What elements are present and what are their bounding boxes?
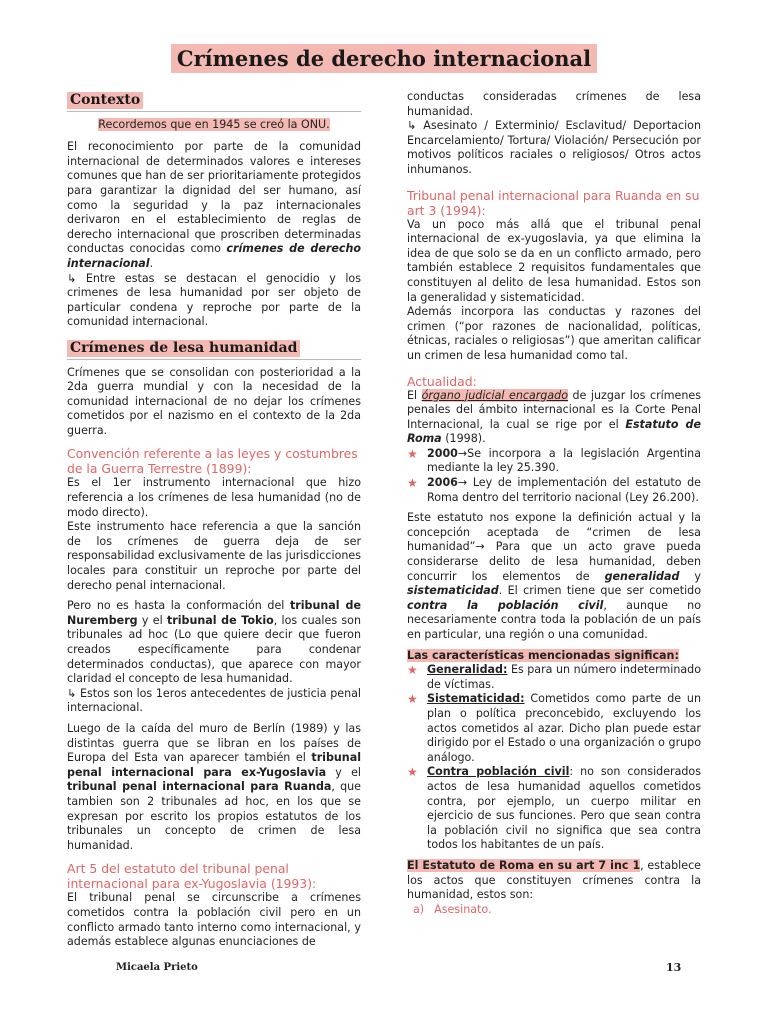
page-title-wrap: [0, 44, 768, 73]
contexto-paragraph-2: ↳ Entre estas se destacan el genocidio y los crimenes de lesa humanidad por ser objeto de particular condena y reproche por parte de la comunidad internacional.: [67, 271, 361, 329]
ruanda-heading: Tribunal penal internacional para Ruanda en su art 3 (1994):: [407, 187, 700, 218]
convencion-paragraph-2: Este instrumento hace referencia a que la sanción de los crímenes de guerra deja de ser responsabilidad exclusivamente de las jurisdicciones locales para constituir un reproche por parte del derecho penal internacional.: [67, 520, 361, 592]
bullet-generalidad: ★ Generalidad: Es para un número indeterminado de víctimas.: [407, 663, 701, 691]
section-heading-lesa: Crímenes de lesa humanidad: [67, 340, 300, 357]
nuremberg-note: ↳ Estos son los 1eros antecedentes de justicia penal internacional.: [67, 686, 361, 715]
definicion-paragraph: Este estatuto nos expone la definición actual y la concepción aceptada de “crimen de lesa humanidad”→ Para que un acto grave pueda considerarse delito de lesa humanidad, deben concurrir los elementos de generalidad y sistematicidad. El crimen tiene que ser cometido contra la población civil, aunque no necesariamente contra toda la población de un país en particular, una región o una comunidad.: [407, 511, 702, 641]
actualidad-heading: Actualidad:: [407, 373, 477, 389]
recordemos-highlight: Recordemos que en 1945 se creó la ONU.: [98, 117, 330, 131]
art5-heading: Art 5 del estatuto del tribunal penal internacional para ex-Yugoslavia (1993):: [67, 861, 317, 892]
conductas-list: ↳ Asesinato / Exterminio/ Esclavitud/ Deportacion Encarcelamiento/ Tortura/ Violación/ Persecución por motivos políticos raciales o religiosos/ Otros actos inhumanos.: [407, 119, 701, 176]
actualidad-paragraph: El órgano judicial encargado de juzgar los crímenes penales del ámbito internacional es la Corte Penal Internacional, la cual se rige por el Estatuto de Roma (1998).: [407, 388, 701, 446]
caracteristicas-heading: Las características mencionadas significan:: [407, 648, 679, 662]
star-icon: ★: [407, 446, 418, 461]
ruanda-paragraph-1: Va un poco más allá que el tribunal penal internacional de ex-yugoslavia, ya que elimina la idea de que solo se da en un conflicto armado, pero también establece 2 requisitos fundamentales que constituyen al delito de lesa humanidad. Estos son la generalidad y sistematicidad.: [407, 217, 701, 304]
recordemos-note: [67, 118, 361, 133]
star-icon: ★: [407, 663, 418, 678]
convencion-heading: Convención referente a las leyes y costumbres de la Guerra Terrestre (1899):: [67, 446, 358, 477]
right-column: [407, 90, 701, 917]
berlin-paragraph: Luego de la caída del muro de Berlín (1989) y las distintas guerra que se libran en los países de Europa del Esta van aparecer también el tribunal penal internacional para ex-Yugoslavia y el tribunal penal internacional para Ruanda, que tambien son 2 tribunales ad hoc, en los que se expresan por escrito los propios estatutos de los tribunales un concepto de crimen de lesa humanidad.: [67, 721, 361, 852]
art5-paragraph: El tribunal penal se circunscribe a crímenes cometidos contra la población civil pero en un conflicto armado tanto interno como internacional, y además establece algunas enunciaciones de: [67, 891, 361, 949]
left-column: [67, 92, 361, 950]
footer-author: Micaela Prieto: [116, 962, 198, 973]
bullet-sistematicidad: ★ Sistematicidad: Cometidos como parte de un plan o política preconcebido, excluyendo los actos cometidos al azar. Dicho plan puede estar dirigido por el Estado o una organización o grupo análogo.: [407, 692, 701, 764]
lesa-paragraph-1: Crímenes que se consolidan con posterioridad a la 2da guerra mundial y con la necesidad de la comunidad internacional de no dejar los crímenes cometidos por el nazismo en el contexto de la 2da guerra.: [67, 365, 361, 437]
convencion-paragraph-1: Es el 1er instrumento internacional que hizo referencia a los crímenes de lesa humanidad (no de modo directo).: [67, 476, 361, 519]
star-icon: ★: [407, 476, 418, 491]
bullet-poblacion-civil: ★ Contra población civil: no son considerados actos de lesa humanidad aquellos cometidos contra, por ejemplo, un cuerpo militar en ejercicio de sus funciones. Pero que sean contra la población civil no significa que sea contra todos los habitantes de un país.: [407, 765, 701, 852]
list-item-a: a) Asesinato.: [413, 902, 492, 916]
ruanda-paragraph-2: Además incorpora las conductas y razones del crimen (“por razones de nacionalidad, políticas, étnicas, raciales o religiosas”) que ameritan calificar un crimen de lesa humanidad como tal.: [407, 305, 701, 362]
star-icon: ★: [407, 765, 418, 780]
section-rule: [67, 359, 361, 360]
continued-paragraph: conductas consideradas crímenes de lesa humanidad.: [407, 90, 701, 118]
section-rule: [67, 111, 361, 112]
nuremberg-paragraph: Pero no es hasta la conformación del tribunal de Nuremberg y el tribunal de Tokio, los cuales son tribunales ad hoc (Lo que quiere decir que fueron creados específicamente para condenar determinados conductas), que aparece con mayor claridad el concepto de lesa humanidad.: [67, 599, 361, 686]
page-title: Crímenes de derecho internacional: [171, 44, 597, 73]
roma-paragraph: El Estatuto de Roma en su art 7 inc 1, establece los actos que constituyen crímenes contra la humanidad, estos son:: [407, 858, 702, 902]
bullet-2006: ★ 2006→ Ley de implementación del estatuto de Roma dentro del territorio nacional (Ley 26.200).: [407, 476, 701, 504]
contexto-paragraph-1: El reconocimiento por parte de la comunidad internacional de determinados valores e intereses comunes que han de ser prioritariamente protegidos para garantizar la dignidad del ser humano, así como la seguridad y la paz internacionales derivaron en el establecimiento de reglas de derecho internacional que proscriben determinadas conductas conocidas como crímenes de derecho internacional.: [67, 140, 361, 270]
footer-page-number: 13: [666, 961, 682, 974]
star-icon: ★: [407, 692, 418, 707]
section-heading-contexto: Contexto: [67, 92, 143, 109]
bullet-2000: ★ 2000→Se incorpora a la legislación Argentina mediante la ley 25.390.: [407, 446, 701, 475]
